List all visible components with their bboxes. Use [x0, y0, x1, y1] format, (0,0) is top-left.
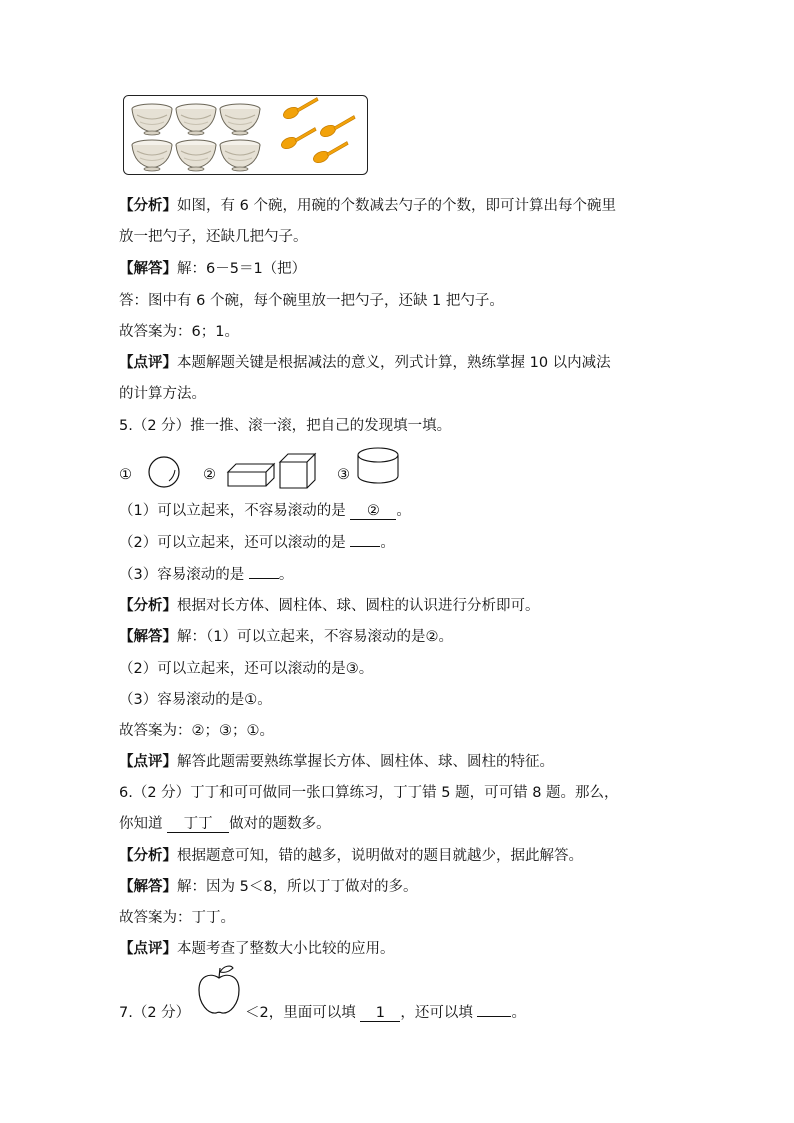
q4-analysis-line1: 【分析】如图，有 6 个碗，用碗的个数减去勺子的个数，即可计算出每个碗里	[119, 198, 616, 214]
apple-icon	[196, 962, 242, 1016]
q5-solution: 【解答】解：（1）可以立起来，不容易滚动的是②。	[119, 629, 453, 645]
q5-shape-label-3: ③	[337, 467, 350, 483]
bowls-spoons-figure	[123, 95, 368, 175]
q5-sub3: （3）容易滚动的是 。	[119, 567, 294, 583]
q7-blank-1[interactable]: 1	[360, 1005, 400, 1022]
q6-comment: 【点评】本题考查了整数大小比较的应用。	[119, 941, 395, 957]
q5-shape-label-2: ②	[203, 467, 216, 483]
q7-blank-2[interactable]	[477, 1016, 511, 1017]
q5-title: 5.（2 分）推一推、滚一滚，把自己的发现填一填。	[119, 418, 452, 434]
q5-shape-label-1: ①	[119, 467, 132, 483]
q6-title-line2: 你知道 丁丁 做对的题数多。	[119, 816, 331, 832]
q5-sub1: （1）可以立起来，不容易滚动的是 ② 。	[119, 503, 411, 519]
q4-comment-line1: 【点评】本题解题关键是根据减法的意义，列式计算，熟练掌握 10 以内减法	[119, 355, 611, 371]
q7-title: 7.（2 分）	[119, 1005, 191, 1021]
q5-sub2: （2）可以立起来，还可以滚动的是 。	[119, 535, 395, 551]
q5-sub3-blank[interactable]	[249, 578, 279, 579]
sphere-icon	[147, 455, 181, 489]
q5-sub1-blank[interactable]: ②	[350, 503, 396, 520]
q6-analysis: 【分析】根据题意可知，错的越多，说明做对的题目就越少，据此解答。	[119, 848, 583, 864]
cuboid-icon	[226, 462, 276, 488]
q5-solution-2: （2）可以立起来，还可以滚动的是③。	[119, 661, 374, 677]
cylinder-icon	[355, 446, 401, 486]
q6-solution: 【解答】解：因为 5＜8，所以丁丁做对的多。	[119, 879, 418, 895]
q5-analysis: 【分析】根据对长方体、圆柱体、球、圆柱的认识进行分析即可。	[119, 598, 540, 614]
q5-comment: 【点评】解答此题需要熟练掌握长方体、圆柱体、球、圆柱的特征。	[119, 754, 554, 770]
cube-icon	[278, 452, 318, 490]
q4-comment-line2: 的计算方法。	[119, 386, 206, 402]
q4-final: 故答案为：6；1。	[119, 324, 239, 340]
q6-title-line1: 6.（2 分）丁丁和可可做同一张口算练习，丁丁错 5 题，可可错 8 题。那么，	[119, 785, 619, 801]
q5-final: 故答案为：②；③；①。	[119, 723, 274, 739]
q5-sub2-blank[interactable]	[350, 546, 380, 547]
q4-solution: 【解答】解：6－5＝1（把）	[119, 261, 307, 277]
q6-final: 故答案为：丁丁。	[119, 910, 235, 926]
q4-answer: 答：图中有 6 个碗，每个碗里放一把勺子，还缺 1 把勺子。	[119, 293, 504, 309]
q5-solution-3: （3）容易滚动的是①。	[119, 692, 272, 708]
q4-analysis-line2: 放一把勺子，还缺几把勺子。	[119, 229, 308, 245]
q7-rest: ＜2，里面可以填 1 ，还可以填 。	[245, 1005, 526, 1021]
q6-answer-blank[interactable]: 丁丁	[167, 816, 229, 833]
